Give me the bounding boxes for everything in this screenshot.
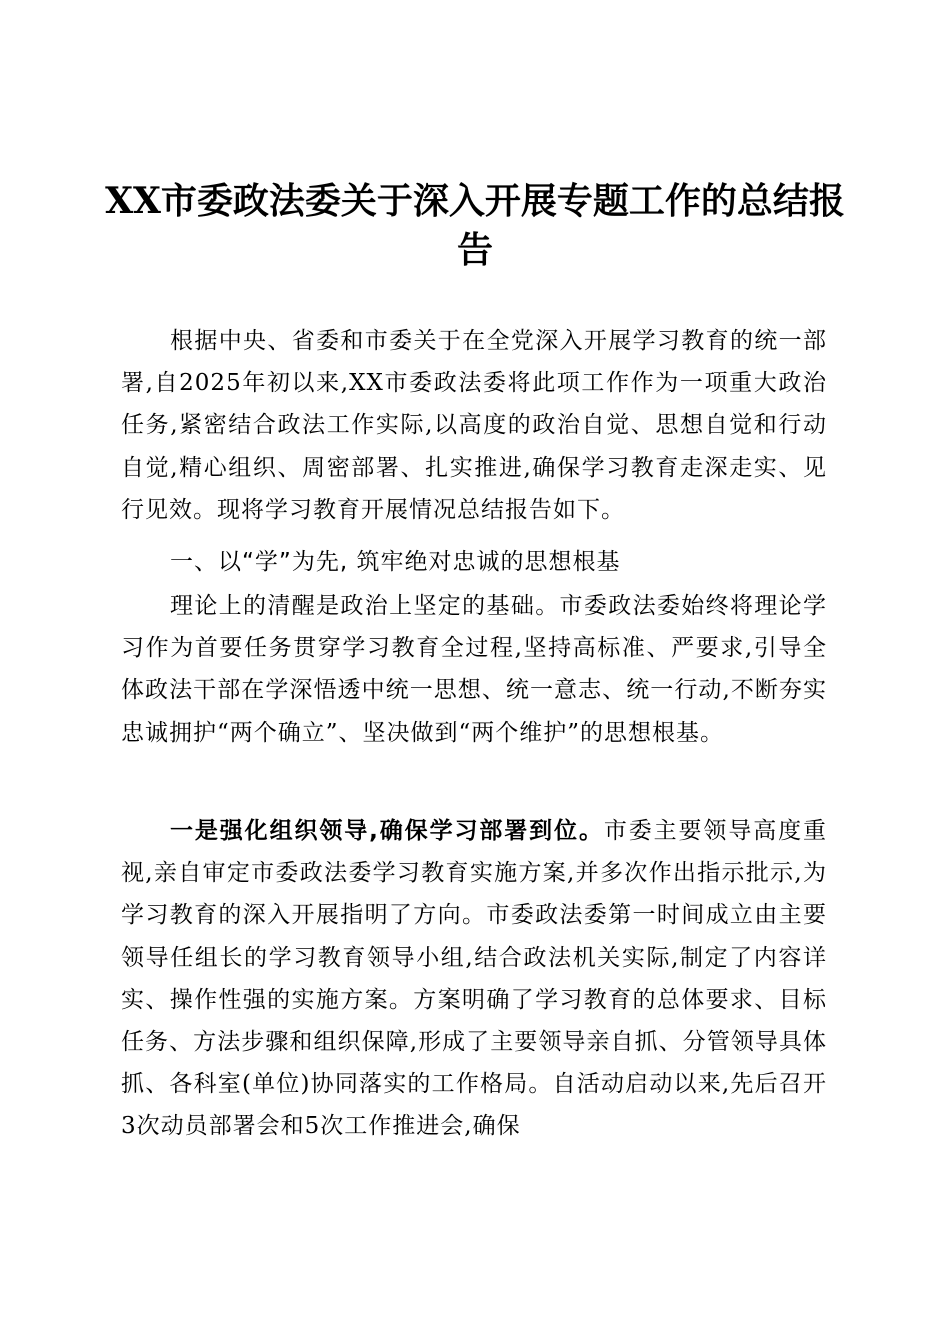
item-1-paragraph [121,810,827,1148]
section-1-paragraph: 理论上的清醒是政治上坚定的基础。市委政法委始终将理论学习作为首要任务贯穿学习教育全过程,坚持高标准、严要求,引导全体政法干部在学深悟透中统一思想、统一意志、统一行动,不断夯实忠诚拥护“两个确立”、坚决做到“两个维护”的思想根基。 [121,593,827,746]
section-heading-1 [121,541,827,583]
item-1-lead: 一是强化组织领导,确保学习部署到位。 [170,818,604,844]
document-title: XX市委政法委关于深入开展专题工作的总结报告 [105,180,845,271]
item-1-body: 市委主要领导高度重视,亲自审定市委政法委学习教育实施方案,并多次作出指示批示,为学习教育的深入开展指明了方向。市委政法委第一时间成立由主要领导任组长的学习教育领导小组,结合政法机关实际,制定了内容详实、操作性强的实施方案。方案明确了学习教育的总体要求、目标任务、方法步骤和组织保障,形成了主要领导亲自抓、分管领导具体抓、各科室(单位)协同落实的工作格局。自活动启动以来,先后召开3次动员部署会和5次工作推进会,确保 [121,818,827,1140]
section-heading-1-text: 一、以“学”为先, 筑牢绝对忠诚的思想根基 [170,549,621,575]
intro-paragraph: 根据中央、省委和市委关于在全党深入开展学习教育的统一部署,自2025年初以来,XX市委政法委将此项工作作为一项重大政治任务,紧密结合政法工作实际,以高度的政治自觉、思想自觉和行动自觉,精心组织、周密部署、扎实推进,确保学习教育走深走实、见行见效。现将学习教育开展情况总结报告如下。 [121,328,827,523]
